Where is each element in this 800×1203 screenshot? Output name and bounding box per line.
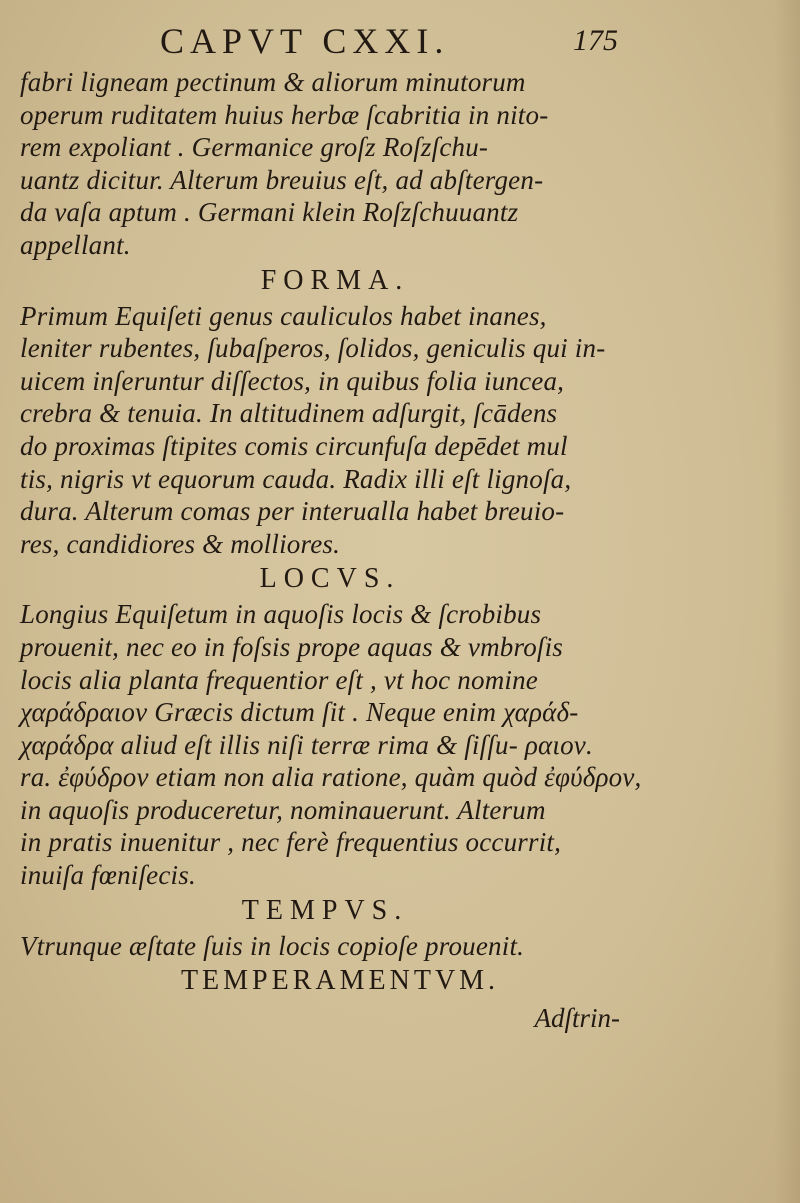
text-line: ra. ἐφύδρον etiam non alia ratione, quàm quòd ἐφύδρον, <box>20 762 642 793</box>
text-line: dura. Alterum comas per interualla habet breuio- <box>20 496 565 527</box>
paragraph-intro <box>20 66 780 262</box>
paragraph-tempus <box>20 930 780 963</box>
text-line: in pratis inuenitur , nec ferè frequentius occurrit, <box>20 827 562 858</box>
text-line: in aquoſis produceretur, nominauerunt. Alterum <box>20 794 546 825</box>
paragraph-locus <box>20 598 780 891</box>
text-line: uicem inſeruntur diſſectos, in quibus folia iuncea, <box>20 365 565 396</box>
text-line: leniter rubentes, ſubaſperos, ſolidos, geniculis qui in- <box>20 333 606 364</box>
text-line: operum ruditatem huius herbæ ſcabritia in nito- <box>20 99 549 130</box>
text-line: crebra & tenuia. In altitudinem adſurgit, ſcādens <box>20 398 558 429</box>
section-heading-tempus: TEMPVS. <box>241 894 409 926</box>
chapter-title: CAPVT CXXI. <box>160 21 450 61</box>
text-line: appellant. <box>20 229 131 260</box>
section-heading-temperamentum: TEMPERAMENTVM. <box>180 965 500 997</box>
text-line: locis alia planta frequentior eſt , vt hoc nomine <box>20 664 538 695</box>
text-line: do proximas ſtipites comis circunfuſa depēdet mul <box>20 430 568 461</box>
text-line: χαράδραιον Græcis dictum ſit . Neque enim χαράδ- <box>20 697 579 728</box>
text-line: χαράδρα aliud eſt illis niſi terræ rima & ſiſſu- ραιον. <box>20 729 593 760</box>
section-heading-forma: FORMA. <box>260 264 410 296</box>
text-line: tis, nigris vt equorum cauda. Radix illi eſt lignoſa, <box>20 463 572 494</box>
text-line: res, candidiores & molliores. <box>20 528 341 559</box>
text-line: Primum Equiſeti genus cauliculos habet inanes, <box>20 300 547 331</box>
text-line: da vaſa aptum . Germani klein Roſzſchuuantz <box>20 197 519 228</box>
text-line: inuiſa fœniſecis. <box>20 860 196 891</box>
text-line: Vtrunque æſtate ſuis in locis copioſe prouenit. <box>20 930 525 961</box>
page-number: 175 <box>573 24 618 57</box>
page-edge-shadow <box>774 0 800 1203</box>
text-line: rem expoliant . Germanice groſz Roſzſchu- <box>20 132 489 163</box>
running-head <box>20 14 780 66</box>
catchword: Adſtrin- <box>534 1003 620 1034</box>
paragraph-forma <box>20 300 780 561</box>
section-heading-locus: LOCVS. <box>259 563 401 595</box>
text-line: prouenit, nec eo in foſsis prope aquas & vmbroſis <box>20 631 564 662</box>
text-line: Longius Equiſetum in aquoſis locis & ſcrobibus <box>20 599 542 630</box>
text-line: uantz dicitur. Alterum breuius eſt, ad abſtergen- <box>20 164 544 195</box>
text-line: fabri ligneam pectinum & aliorum minutorum <box>20 67 526 97</box>
